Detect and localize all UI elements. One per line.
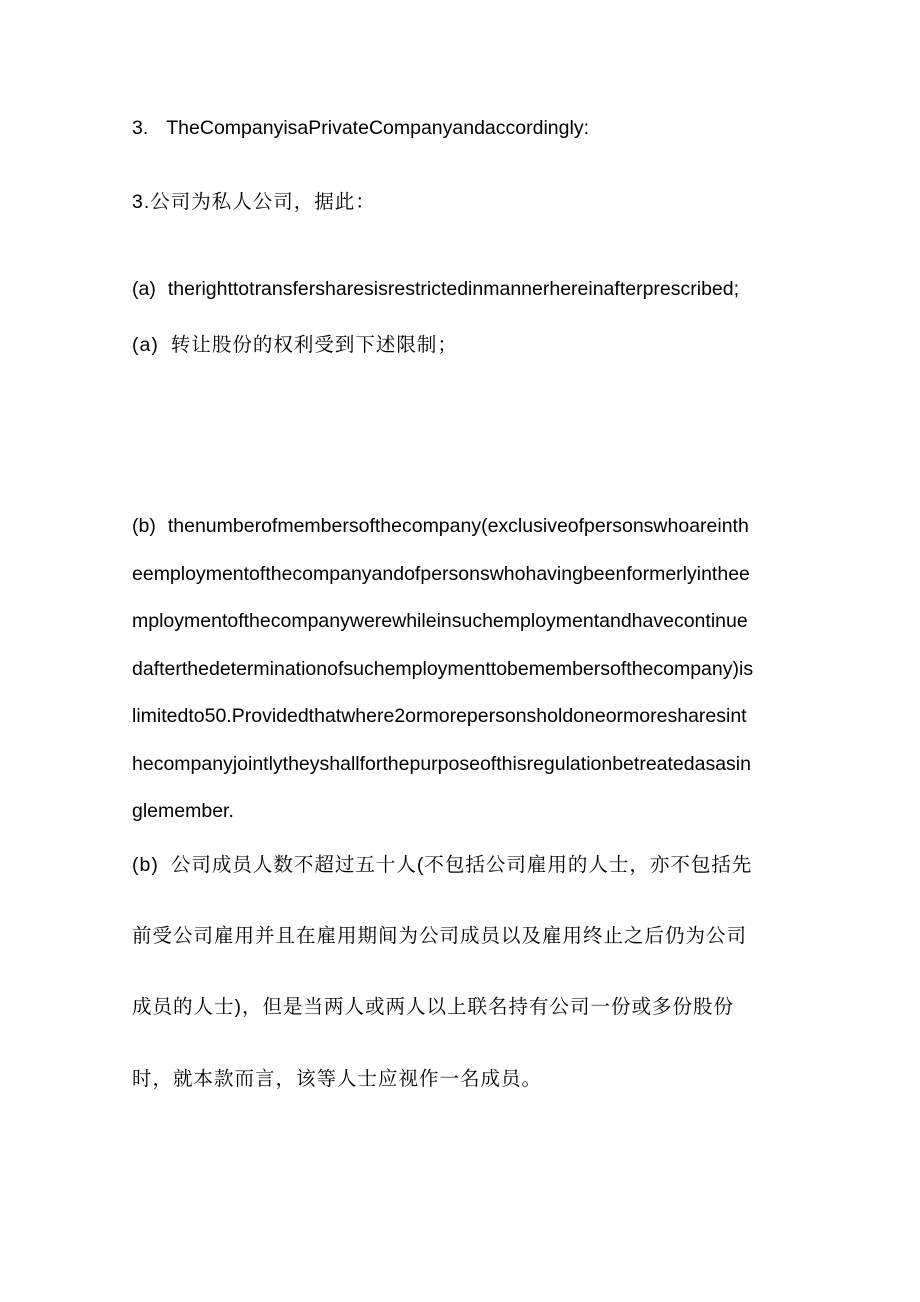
clause-3b-zh-text: 公司成员人数不超过五十人(不包括公司雇用的人士，亦不包括先	[170, 854, 753, 876]
clause-3b-en-line-3	[132, 609, 748, 633]
clause-3b-zh-line-4	[132, 1067, 542, 1091]
clause-3-en	[132, 116, 589, 140]
clause-3a-zh-label: (a)	[132, 334, 159, 356]
clause-3b-en-text: thenumberofmembersofthecompany(exclusiveofpersonswhoareinth	[167, 515, 749, 537]
clause-3b-zh-label: (b)	[132, 854, 159, 876]
clause-3a-zh-text: 转让股份的权利受到下述限制；	[170, 334, 458, 356]
clause-3b-en-text: eemploymentofthecompanyandofpersonswhohavingbeenformerlyinthee	[132, 563, 750, 585]
clause-3b-en-text: hecompanyjointlytheyshallforthepurposeofthisregulationbetreatedasasin	[132, 753, 751, 775]
clause-3b-en-line-5	[132, 704, 747, 728]
clause-3a-en	[132, 277, 739, 301]
clause-3b-en-label: (b)	[132, 515, 156, 537]
clause-3-zh-text: 3.公司为私人公司，据此：	[132, 191, 376, 213]
clause-3b-zh-line-3	[132, 995, 734, 1019]
clause-3-zh	[132, 190, 376, 214]
clause-3b-zh-text: 时，就本款而言，该等人士应视作一名成员。	[132, 1068, 543, 1090]
clause-3b-en-line-6	[132, 752, 751, 776]
clause-3b-zh-line-2	[132, 924, 747, 948]
clause-3b-en-text: dafterthedeterminationofsuchemploymenttobemembersofthecompany)is	[132, 658, 754, 680]
clause-3b-en-text: limitedto50.Providedthatwhere2ormorepersonsholdoneormoresharesint	[132, 705, 747, 727]
clause-3-number: 3.	[132, 117, 149, 139]
clause-3a-en-label: (a)	[132, 278, 156, 300]
clause-3-en-text: TheCompanyisaPrivateCompanyandaccordingly:	[166, 117, 589, 139]
clause-3a-en-text: therighttotransfersharesisrestrictedinmannerhereinafterprescribed;	[167, 278, 740, 300]
clause-3a-zh	[132, 333, 458, 357]
clause-3b-en-line-2	[132, 562, 750, 586]
clause-3b-zh-text: 成员的人士)，但是当两人或两人以上联名持有公司一份或多份股份	[132, 996, 734, 1018]
clause-3b-en-text: glemember.	[132, 800, 234, 822]
clause-3b-en-text: mploymentofthecompanywerewhileinsuchemploymentandhavecontinue	[132, 610, 748, 632]
clause-3b-en-line-1	[132, 514, 749, 538]
clause-3b-zh-line-1	[132, 853, 752, 877]
clause-3b-zh-text: 前受公司雇用并且在雇用期间为公司成员以及雇用终止之后仍为公司	[132, 925, 748, 947]
clause-3b-en-line-4	[132, 657, 753, 681]
clause-3b-en-line-7	[132, 799, 234, 823]
